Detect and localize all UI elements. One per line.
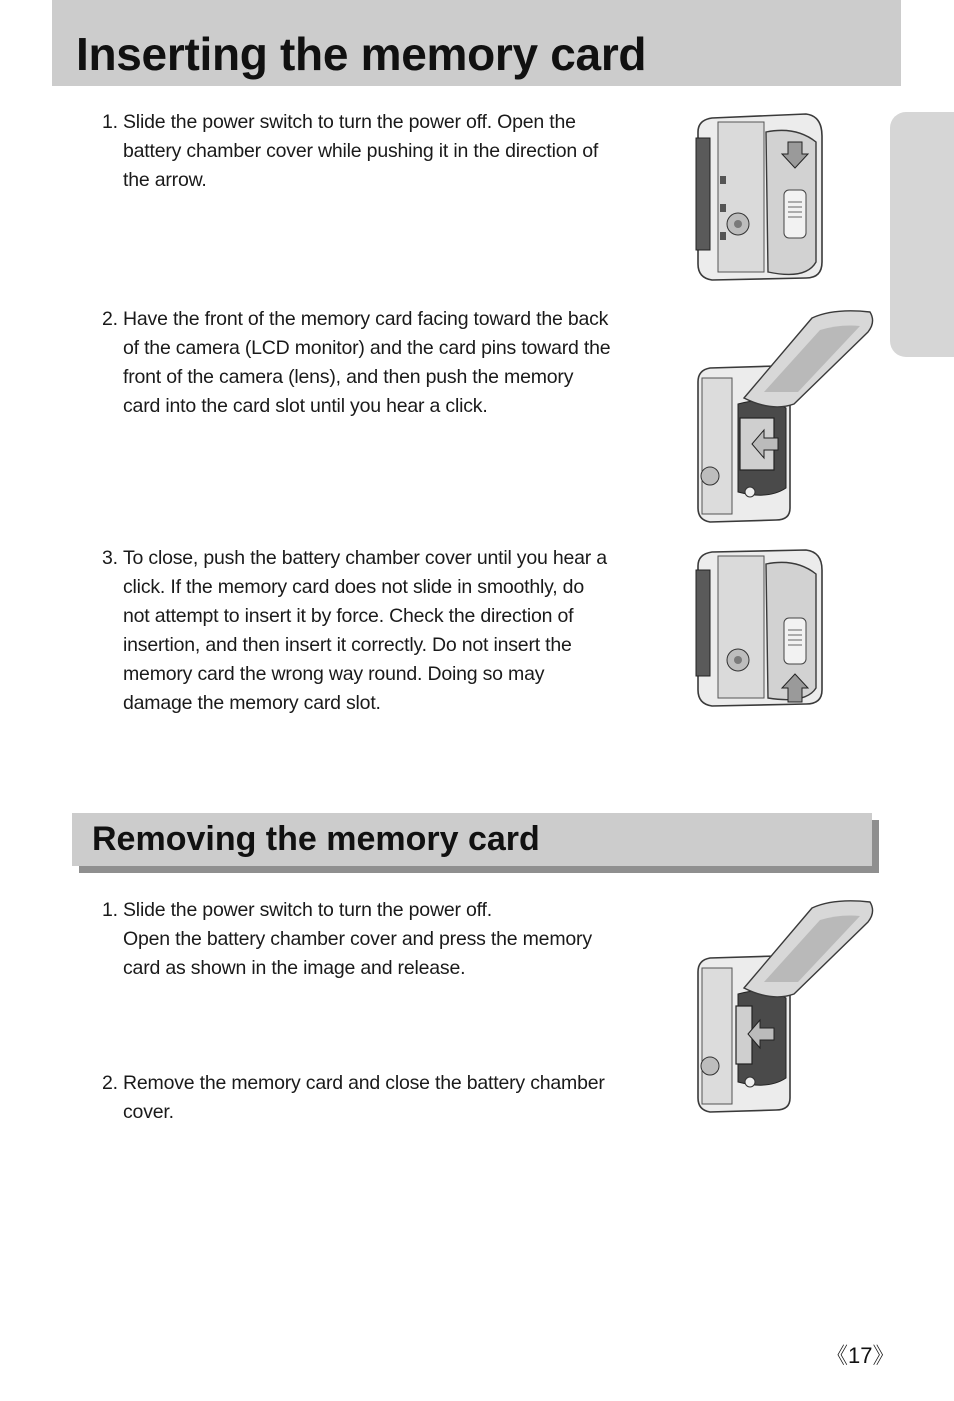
step-number: 1. — [102, 111, 118, 133]
step-line: of the camera (LCD monitor) and the card pins toward the — [123, 337, 611, 359]
step-line: front of the camera (lens), and then push the memory — [123, 366, 574, 388]
step-line: card into the card slot until you hear a click. — [123, 395, 488, 417]
step-line: not attempt to insert it by force. Check the direction of — [123, 605, 574, 627]
step-line: battery chamber cover while pushing it in the direction of — [123, 140, 599, 162]
insert-step-1 — [102, 108, 612, 195]
step-line: Open the battery chamber cover and press the memory — [123, 928, 592, 950]
camera-remove-card-illustration — [694, 898, 878, 1114]
step-number: 2. — [102, 308, 118, 330]
step-line: memory card the wrong way round. Doing so may — [123, 663, 545, 685]
page-title: Inserting the memory card — [76, 28, 647, 80]
step-line: To close, push the battery chamber cover until you hear a — [123, 547, 607, 569]
step-line: cover. — [123, 1101, 174, 1123]
remove-step-1 — [102, 896, 612, 983]
step-line: the arrow. — [123, 169, 207, 191]
title-bar — [52, 0, 901, 86]
page-number: 《17》 — [826, 1343, 895, 1368]
step-number: 3. — [102, 547, 118, 569]
insert-step-3 — [102, 544, 612, 718]
camera-insert-card-illustration — [694, 308, 878, 524]
step-line: insertion, and then insert it correctly. Do not insert the — [123, 634, 572, 656]
step-line: Remove the memory card and close the battery chamber — [123, 1072, 605, 1094]
section-title: Removing the memory card — [92, 820, 540, 858]
step-line: Have the front of the memory card facing toward the back — [123, 308, 609, 330]
section-header-removing — [72, 813, 872, 866]
side-tab — [890, 112, 954, 357]
camera-cover-push-down-illustration — [694, 112, 826, 282]
step-line: Slide the power switch to turn the power off. Open the — [123, 111, 576, 133]
step-line: card as shown in the image and release. — [123, 957, 466, 979]
camera-close-cover-illustration — [694, 548, 826, 708]
insert-step-2 — [102, 305, 612, 421]
step-line: damage the memory card slot. — [123, 692, 381, 714]
step-line: click. If the memory card does not slide in smoothly, do — [123, 576, 584, 598]
step-line: Slide the power switch to turn the power off. — [123, 899, 492, 921]
step-number: 1. — [102, 899, 118, 921]
remove-step-2 — [102, 1069, 612, 1127]
step-number: 2. — [102, 1072, 118, 1094]
